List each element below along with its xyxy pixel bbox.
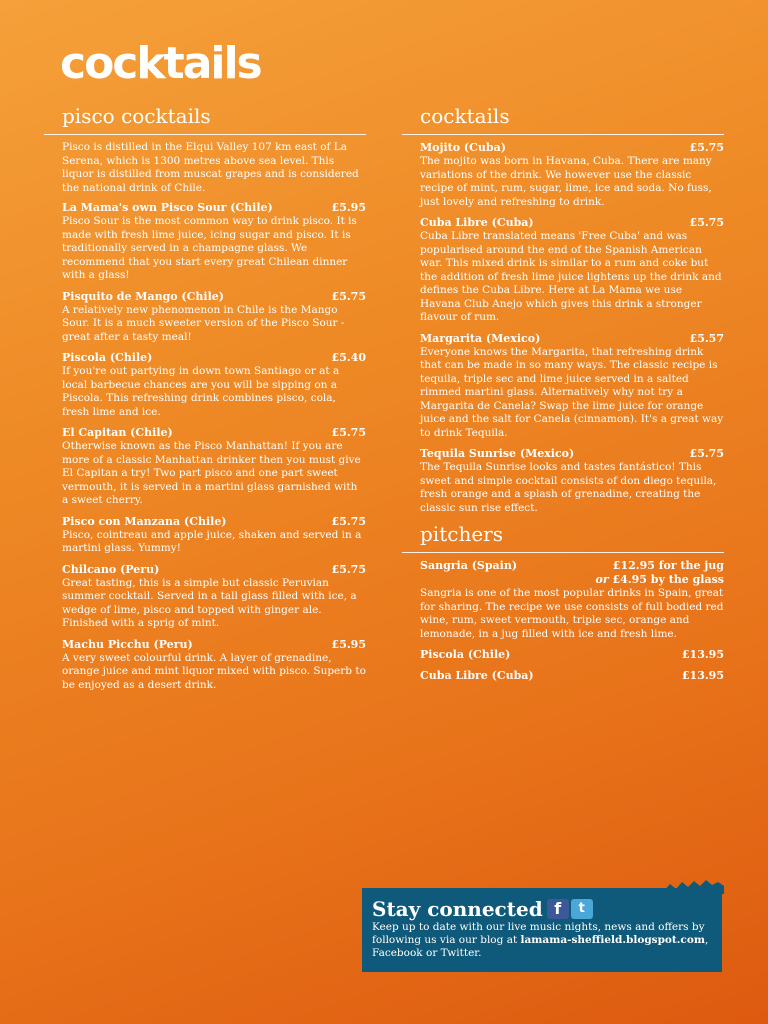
- price-glass: £4.95 by the glass: [612, 573, 724, 586]
- section-heading-cocktails: cocktails: [402, 104, 724, 135]
- stay-body-text: Keep up to date with our live music nights, news and offers by following us via our blog at: [372, 921, 705, 946]
- menu-item: [44, 426, 366, 508]
- section-heading-pisco: pisco cocktails: [44, 104, 366, 135]
- item-name: Margarita (Mexico): [420, 331, 541, 345]
- item-name: La Mama's own Pisco Sour (Chile): [62, 201, 273, 214]
- item-description: Pisco Sour is the most common way to drink pisco. It is made with fresh lime juice, icing sugar and pisco. It is traditionally served in a champagne glass. We recommend that you start every great Chilean dinner with a glass!: [62, 215, 357, 281]
- item-price: £5.75: [331, 514, 366, 528]
- item-description: A very sweet colourful drink. A layer of grenadine, orange juice and mint liquor mixed with pisco. Superb to be enjoyed as a desert drink.: [62, 651, 366, 691]
- menu-item: [402, 648, 724, 662]
- blog-link[interactable]: lamama-sheffield.blogspot.com: [520, 934, 705, 946]
- page-title: cocktails: [60, 38, 261, 89]
- item-name: Chilcano (Peru): [62, 562, 160, 576]
- price-or: or: [595, 573, 609, 586]
- cocktails-section: [402, 104, 724, 690]
- item-description: The mojito was born in Havana, Cuba. There are many variations of the drink. We however use the classic recipe of mint, rum, sugar, lime, ice and soda. No fuss, just lovely and refreshing to drink.: [420, 155, 712, 208]
- menu-item: [402, 332, 724, 441]
- item-name: Mojito (Cuba): [420, 141, 506, 154]
- menu-item: [44, 515, 366, 556]
- menu-item: [44, 201, 366, 283]
- torn-edge-decoration: [654, 880, 724, 894]
- sangria-prices: [596, 559, 724, 587]
- item-name: Machu Picchu (Peru): [62, 637, 193, 651]
- item-price: £5.57: [689, 331, 724, 345]
- item-description: Great tasting, this is a simple but classic Peruvian summer cocktail. Served in a tall glass filled with ice, a wedge of lime, pisco and topped with ginger ale. Finished with a sprig of mint.: [62, 576, 357, 629]
- price-jug: £12.95 for the jug: [612, 559, 724, 572]
- item-description: Otherwise known as the Pisco Manhattan! If you are more of a classic Manhattan drinker then you must give El Capitan a try! Two part pisco and one part sweet vermouth, it is served in a martini glass garnished with a sweet cherry.: [62, 440, 361, 506]
- menu-item: [44, 351, 366, 419]
- item-description: Cuba Libre translated means 'Free Cuba' and was popularised around the end of the Spanish American war. This mixed drink is similar to a rum and coke but the addition of fresh lime juice lightens up the drink and defines the Cuba Libre. Here at La Mama we use Havana Club Anejo which gives this drink a stronger flavour of rum.: [420, 230, 722, 323]
- item-description: If you're out partying in down town Santiago or at a local barbecue chances are you will be sipping on a Piscola. This refreshing drink combines pisco, cola, fresh lime and ice.: [62, 365, 340, 418]
- item-description: Sangria is one of the most popular drinks in Spain, great for sharing. The recipe we use consists of full bodied red wine, rum, sweet vermouth, triple sec, orange and lemonade, in a jug filled with ice and fresh lime.: [420, 587, 724, 640]
- menu-item-sangria: [402, 559, 724, 641]
- pitchers-section: [402, 522, 724, 683]
- section-heading-pitchers: pitchers: [402, 522, 724, 553]
- item-description: Pisco, cointreau and apple juice, shaken and served in a martini glass. Yummy!: [62, 528, 362, 554]
- item-name: Piscola (Chile): [420, 648, 511, 661]
- item-name: Piscola (Chile): [62, 351, 153, 364]
- item-name: Sangria (Spain): [420, 559, 518, 572]
- item-price: £5.75: [689, 141, 724, 154]
- facebook-icon[interactable]: f: [547, 899, 569, 919]
- stay-connected-text: [372, 921, 722, 960]
- item-name: Tequila Sunrise (Mexico): [420, 447, 575, 460]
- item-price: £5.95: [331, 201, 366, 214]
- item-price: £5.75: [689, 447, 724, 460]
- item-name: Pisco con Manzana (Chile): [62, 514, 227, 528]
- menu-item: [44, 290, 366, 345]
- menu-item: [402, 447, 724, 515]
- item-price: £5.75: [331, 426, 366, 439]
- item-price: £5.40: [331, 351, 366, 364]
- pisco-cocktails-section: [44, 104, 366, 699]
- item-description: The Tequila Sunrise looks and tastes fantástico! This sweet and simple cocktail consists of don diego tequila, fresh orange and a splash of grenadine, creating the classic sun rise effect.: [420, 461, 717, 514]
- stay-connected-title: Stay connected: [372, 897, 543, 921]
- stay-connected-box: [362, 888, 722, 972]
- item-description: Everyone knows the Margarita, that refreshing drink that can be made in so many ways. The classic recipe is tequila, triple sec and lime juice served in a salted rimmed martini glass. Alternatively why not try a Margarita de Canela? Swap the lime juice for orange juice and the salt for Canela (cinnamon). It's a great way to drink Tequila.: [420, 345, 724, 439]
- item-name: Cuba Libre (Cuba): [420, 216, 534, 229]
- twitter-icon[interactable]: t: [571, 899, 593, 919]
- item-name: Pisquito de Mango (Chile): [62, 289, 224, 303]
- pisco-intro: Pisco is distilled in the Elqui Valley 107 km east of La Serena, which is 1300 metres above sea level. This liquor is distilled from muscat grapes and is considered the national drink of Chile.: [62, 141, 359, 194]
- item-price: £13.95: [681, 669, 724, 682]
- item-price: £5.75: [331, 289, 366, 303]
- item-name: El Capitan (Chile): [62, 426, 173, 439]
- menu-item: [402, 669, 724, 683]
- item-description: A relatively new phenomenon in Chile is the Mango Sour. It is a much sweeter version of the Pisco Sour - great after a tasty meal!: [62, 303, 345, 343]
- menu-item: [44, 563, 366, 631]
- menu-item: [402, 141, 724, 209]
- menu-item: [44, 638, 366, 693]
- item-name: Cuba Libre (Cuba): [420, 669, 534, 682]
- menu-item: [402, 216, 724, 325]
- item-price: £13.95: [681, 648, 724, 661]
- item-price: £5.75: [331, 562, 366, 576]
- item-price: £5.95: [331, 637, 366, 651]
- stay-body-text-end: , Facebook or Twitter.: [372, 934, 709, 959]
- item-price: £5.75: [689, 216, 724, 229]
